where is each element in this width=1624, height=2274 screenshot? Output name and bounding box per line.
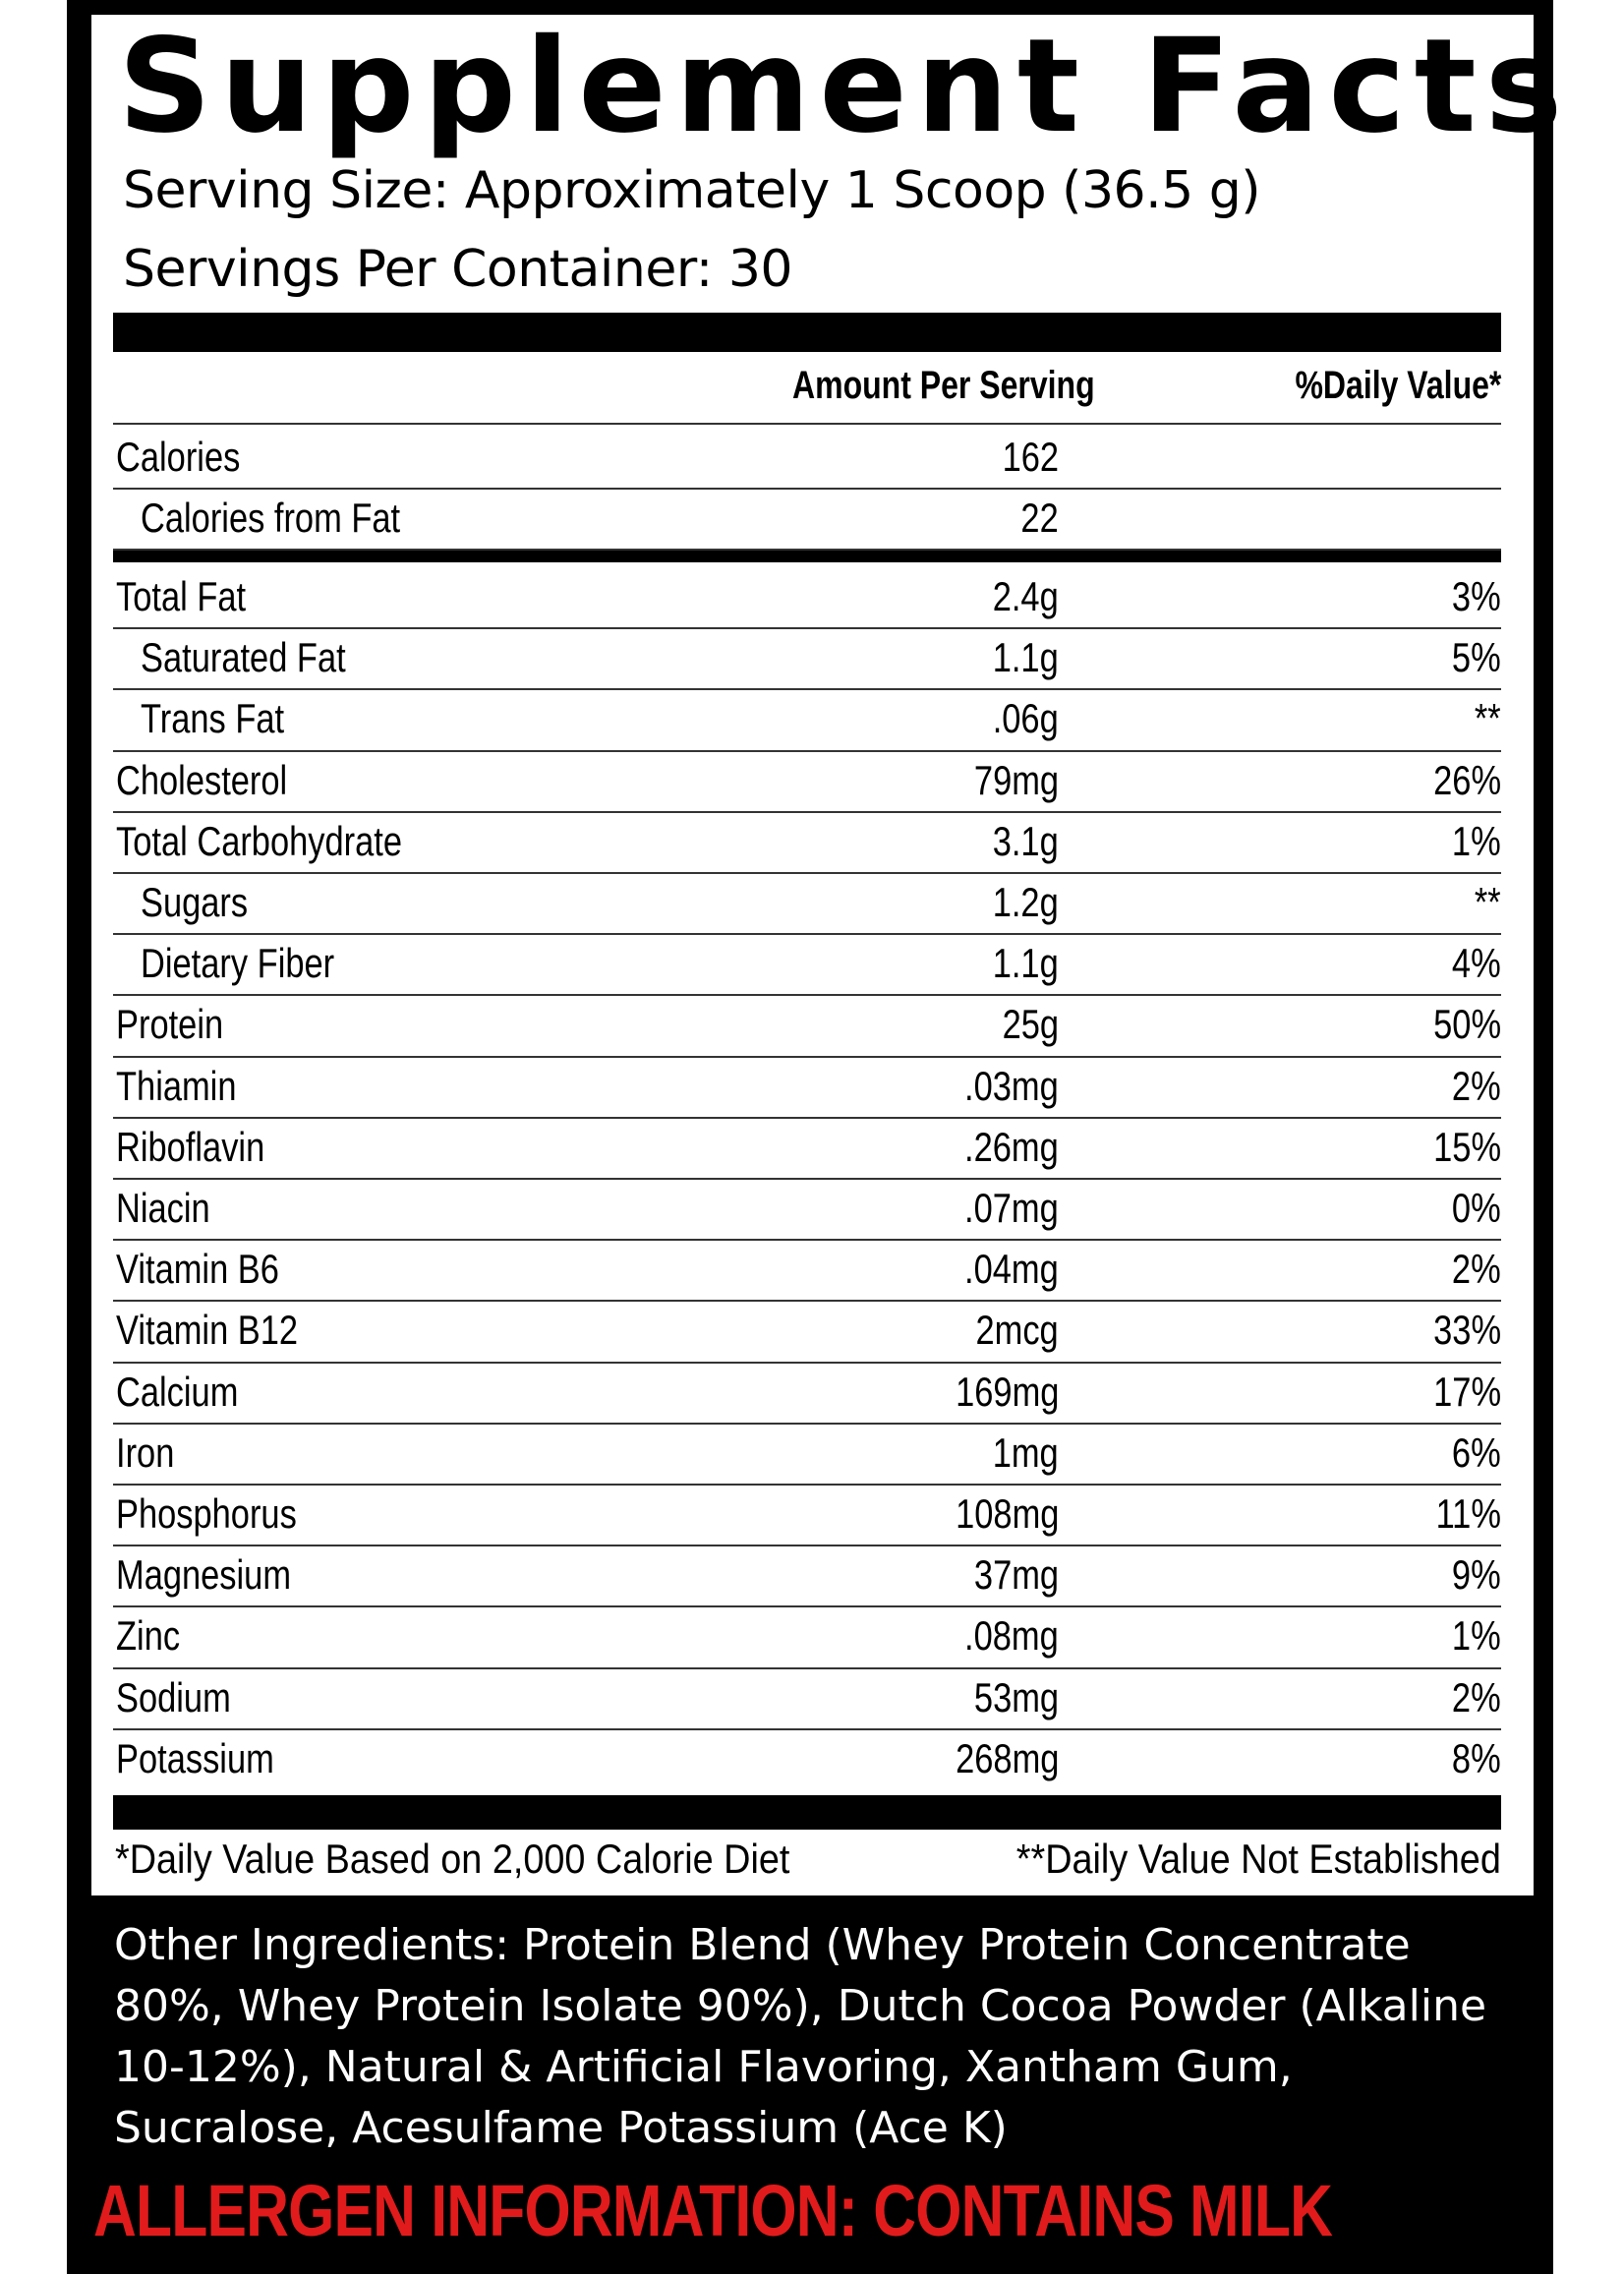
nutrient-name: Riboflavin: [116, 1123, 265, 1170]
nutrient-name: Magnesium: [116, 1551, 292, 1599]
table-row: [113, 690, 1501, 751]
nutrient-amount: 53mg: [973, 1673, 1059, 1720]
nutrient-daily-value: 9%: [1452, 1551, 1501, 1599]
header-amount-per-serving: Amount Per Serving: [792, 364, 1095, 407]
label-title: Supplement Facts: [118, 11, 1572, 162]
table-row: [113, 490, 1501, 551]
table-row: [113, 429, 1501, 490]
nutrient-daily-value: 17%: [1433, 1368, 1501, 1415]
nutrient-amount: .07mg: [964, 1185, 1059, 1231]
nutrient-amount: 1.1g: [992, 634, 1059, 681]
serving-size: Serving Size: Approximately 1 Scoop (36.5 g): [123, 161, 1261, 220]
table-row: [113, 629, 1501, 690]
nutrient-amount: 3.1g: [992, 817, 1059, 864]
table-row: [113, 874, 1501, 935]
footnote-daily-value: *Daily Value Based on 2,000 Calorie Diet: [115, 1836, 790, 1882]
header-daily-value: %Daily Value*: [1295, 364, 1501, 407]
nutrient-name: Dietary Fiber: [141, 940, 335, 987]
table-row: [113, 1425, 1501, 1486]
nutrient-name: Vitamin B12: [116, 1307, 299, 1354]
nutrient-daily-value: 0%: [1452, 1185, 1501, 1231]
table-row: [113, 1302, 1501, 1363]
nutrient-name: Niacin: [116, 1185, 210, 1231]
nutrient-amount: 79mg: [973, 756, 1059, 803]
nutrient-name: Protein: [116, 1001, 224, 1048]
nutrient-name: Vitamin B6: [116, 1246, 279, 1293]
table-row: [113, 1607, 1501, 1668]
nutrient-name: Cholesterol: [116, 756, 288, 803]
table-row: [113, 996, 1501, 1057]
nutrient-amount: 268mg: [955, 1734, 1059, 1781]
nutrient-amount: 108mg: [955, 1490, 1059, 1537]
nutrient-name: Total Carbohydrate: [116, 817, 402, 864]
table-row: [113, 568, 1501, 629]
calories-thick-divider: [113, 551, 1501, 562]
nutrient-daily-value: 6%: [1452, 1429, 1501, 1476]
nutrient-name: Trans Fat: [141, 695, 285, 742]
nutrient-amount: 162: [1002, 434, 1059, 480]
allergen-information: ALLERGEN INFORMATION: CONTAINS MILK: [93, 2170, 1333, 2251]
nutrient-name: Sodium: [116, 1673, 231, 1720]
nutrient-amount: 2mcg: [975, 1307, 1059, 1354]
nutrient-name: Total Fat: [116, 573, 247, 619]
footnote-not-established: **Daily Value Not Established: [1015, 1836, 1501, 1882]
nutrient-daily-value: 1%: [1452, 817, 1501, 864]
nutrient-daily-value: 2%: [1452, 1062, 1501, 1109]
nutrient-name: Calories: [116, 434, 241, 480]
bottom-thick-bar: [113, 1795, 1501, 1830]
top-thick-bar: [113, 313, 1501, 352]
nutrient-name: Calories from Fat: [141, 495, 401, 541]
nutrient-name: Phosphorus: [116, 1490, 297, 1537]
table-row: [113, 1364, 1501, 1425]
nutrient-name: Iron: [116, 1429, 175, 1476]
table-row: [113, 1730, 1501, 1791]
nutrient-daily-value: 26%: [1433, 756, 1501, 803]
nutrient-daily-value: 4%: [1452, 940, 1501, 987]
table-row: [113, 1241, 1501, 1302]
other-ingredients: Other Ingredients: Protein Blend (Whey Protein Concentrate 80%, Whey Protein Isolate 90%), Dutch Cocoa Powder (Alkaline 10-12%), Natural & Artificial Flavoring, Xantham Gum, Sucralose, Acesulfame Potassium (Ace K): [114, 1920, 1487, 2153]
nutrient-daily-value: 50%: [1433, 1001, 1501, 1048]
table-row: [113, 1119, 1501, 1180]
nutrient-name: Calcium: [116, 1368, 239, 1415]
nutrient-name: Sugars: [141, 879, 249, 925]
nutrient-daily-value: 11%: [1435, 1490, 1501, 1537]
nutrient-amount: 22: [1020, 495, 1059, 541]
nutrient-daily-value: 1%: [1452, 1612, 1501, 1660]
table-row: [113, 813, 1501, 874]
nutrient-amount: 1mg: [993, 1429, 1059, 1476]
table-row: [113, 1058, 1501, 1119]
nutrient-name: Saturated Fat: [141, 634, 346, 681]
nutrient-daily-value: **: [1475, 695, 1501, 742]
nutrient-daily-value: 3%: [1452, 573, 1501, 619]
table-row: [113, 1546, 1501, 1607]
nutrient-daily-value: 33%: [1433, 1307, 1501, 1354]
nutrient-amount: 2.4g: [992, 573, 1059, 619]
nutrient-daily-value: **: [1475, 879, 1501, 925]
servings-per-container: Servings Per Container: 30: [123, 240, 793, 299]
table-row: [113, 1180, 1501, 1241]
nutrient-daily-value: 8%: [1452, 1734, 1501, 1781]
nutrient-amount: .26mg: [964, 1123, 1059, 1170]
nutrient-daily-value: 15%: [1433, 1123, 1501, 1170]
nutrient-amount: .08mg: [964, 1612, 1059, 1660]
nutrient-amount: .06g: [992, 695, 1059, 742]
nutrient-amount: 1.1g: [992, 940, 1059, 987]
table-row: [113, 752, 1501, 813]
nutrient-name: Potassium: [116, 1734, 274, 1781]
table-row: [113, 935, 1501, 996]
nutrient-amount: .04mg: [964, 1246, 1059, 1293]
nutrient-amount: .03mg: [964, 1062, 1059, 1109]
table-row: [113, 1486, 1501, 1546]
nutrient-name: Thiamin: [116, 1062, 237, 1109]
nutrient-daily-value: 2%: [1452, 1246, 1501, 1293]
nutrient-amount: 169mg: [955, 1368, 1059, 1415]
nutrient-amount: 37mg: [973, 1551, 1059, 1599]
nutrient-daily-value: 2%: [1452, 1673, 1501, 1720]
nutrient-name: Zinc: [116, 1612, 181, 1660]
header-divider: [113, 423, 1501, 425]
nutrient-amount: 1.2g: [992, 879, 1059, 925]
nutrient-daily-value: 5%: [1452, 634, 1501, 681]
nutrient-amount: 25g: [1002, 1001, 1059, 1048]
table-row: [113, 1669, 1501, 1730]
